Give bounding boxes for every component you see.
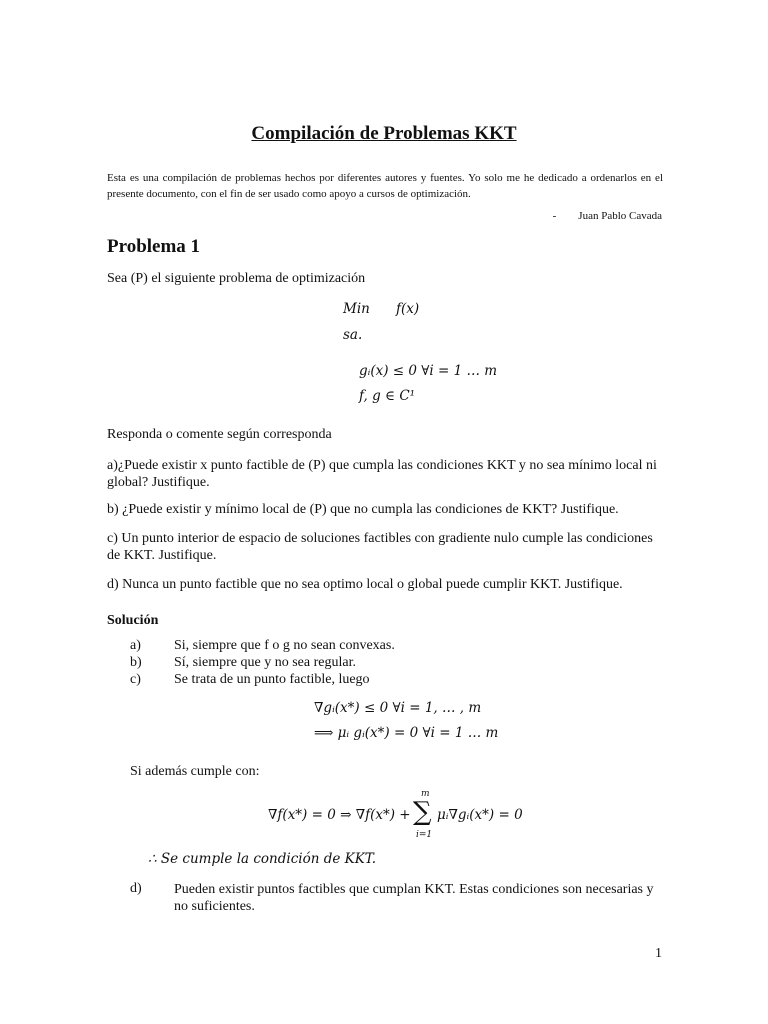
solution-c-text: Se trata de un punto factible, luego xyxy=(174,672,370,687)
sum-upper-limit: m xyxy=(421,789,430,799)
min-label: Min xyxy=(343,301,370,317)
equation-gradient-g: ∇gᵢ(x*) ≤ 0 ∀i = 1, … , m xyxy=(314,700,482,716)
solution-d-text: Pueden existir puntos factibles que cumplan KKT. Estas condiciones son necesarias y no suficientes. xyxy=(174,882,654,914)
solution-b-label: b) xyxy=(130,655,142,670)
question-c: c) Un punto interior de espacio de soluciones factibles con gradiente nulo cumple las condiciones de KKT. Justifique. xyxy=(107,531,653,563)
sum-lower-limit: i=1 xyxy=(416,830,433,840)
intro-paragraph: Esta es una compilación de problemas hechos por diferentes autores y fuentes. Yo solo me he dedicado a ordenarlos en el presente documento, con el fin de ser usado como apoyo a cursos de optimización. xyxy=(107,172,663,200)
page-number: 1 xyxy=(655,946,662,961)
solution-c-label: c) xyxy=(130,672,141,687)
equation-complementarity: ⟹ μᵢ gᵢ(x*) = 0 ∀i = 1 … m xyxy=(314,725,499,741)
conclusion-text: ∴ Se cumple la condición de KKT. xyxy=(148,851,377,867)
also-text: Si además cumple con: xyxy=(130,764,260,779)
domain-formula: f, g ∈ C¹ xyxy=(359,388,416,404)
equation-kkt-left: ∇f(x*) = 0 ⇒ ∇f(x*) + xyxy=(268,807,411,823)
constraint-formula: gᵢ(x) ≤ 0 ∀i = 1 … m xyxy=(359,363,498,379)
equation-kkt-right: μᵢ∇gᵢ(x*) = 0 xyxy=(437,807,523,823)
solution-a-text: Si, siempre que f o g no sean convexas. xyxy=(174,638,395,653)
instruction-text: Responda o comente según corresponda xyxy=(107,427,332,442)
summation-symbol: ∑ xyxy=(413,797,432,827)
objective-function: f(x) xyxy=(396,301,420,317)
solution-heading: Solución xyxy=(107,613,159,628)
question-d: d) Nunca un punto factible que no sea optimo local o global puede cumplir KKT. Justifique. xyxy=(107,577,623,592)
sa-label: sa. xyxy=(343,327,363,343)
problem-intro: Sea (P) el siguiente problema de optimización xyxy=(107,271,366,286)
author-signature: - Juan Pablo Cavada xyxy=(552,210,662,222)
question-a: a)¿Puede existir x punto factible de (P) que cumpla las condiciones KKT y no sea mínimo local ni global? Justifique. xyxy=(107,458,657,490)
problem-heading: Problema 1 xyxy=(107,236,201,257)
question-b: b) ¿Puede existir y mínimo local de (P) que no cumpla las condiciones de KKT? Justifique. xyxy=(107,502,619,517)
document-title: Compilación de Problemas KKT xyxy=(251,123,517,144)
solution-a-label: a) xyxy=(130,638,141,653)
solution-b-text: Sí, siempre que y no sea regular. xyxy=(174,655,356,670)
solution-d-label: d) xyxy=(130,881,142,896)
